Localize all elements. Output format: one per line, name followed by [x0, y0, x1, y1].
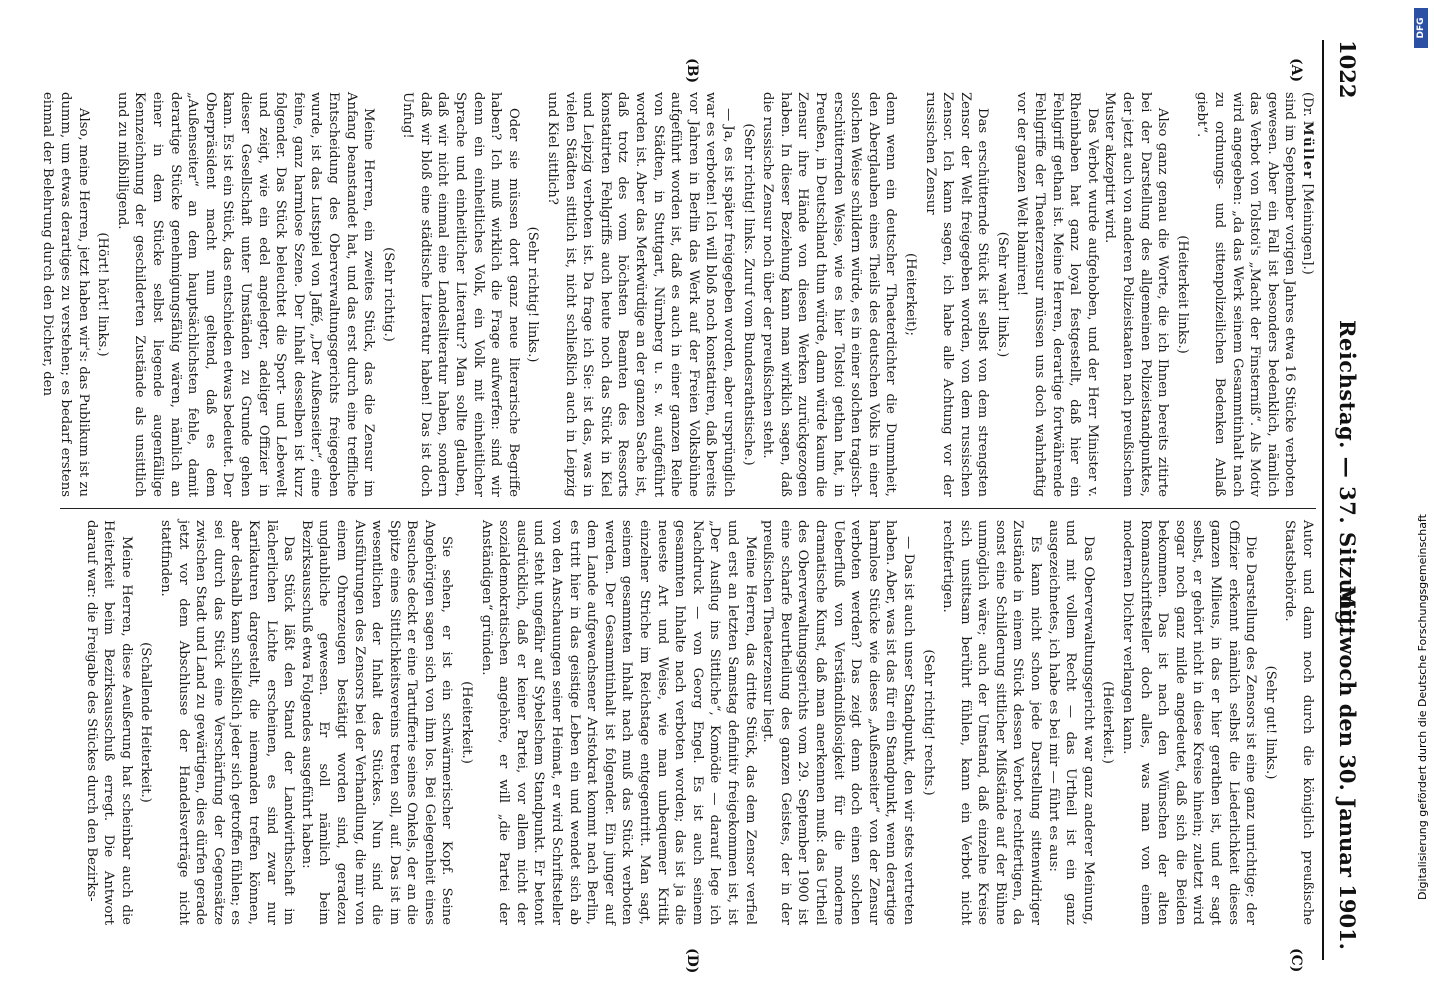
paragraph: — Ja, es ist später freigegeben worden, aber ursprünglich war es verboten! Ich will bloß noch konstatiren, daß bereits vor Jahren in Berlin das Werk auf der Freien Volksbühne aufgeführt worden ist, daß es auch in einer ganzen Reihe von Städten, in Stuttgart, Nürnberg u. s. w. aufgeführt worden ist. Aber das Merkwürdige an der ganzen Sache ist, daß trotz des vom höchsten Beamten des Ressorts konstatirten Fehlgriffs auch heute noch das Stück in Kiel und Leipzig verboten ist. Da frage ich Sie: ist das, was in vielen Städten sittlich ist, nicht schließlich auch in Leipzig und Kiel sittlich?	[545, 92, 736, 497]
interjection: (Heiterkeit.)	[459, 681, 475, 764]
marker-a: (A)	[1288, 58, 1304, 83]
paragraph: Meine Herren, ein zweites Stück, das die Zensur im Anfang beanstandet hat, und das erst durch eine treffliche Entscheidung des Oberverwaltungsgerichts freigegeben wurde, ist das Lustspiel von Jaffé, „Der Außenseiter“, eine feine, ganz harmlose Szene. Der Inhalt desselben ist kurz folgender. Das Stück beleuchtet die Sport- und Lebewelt und zeigt, wie ein edel angelegter, adeliger Offizier in dieser Gesellschaft unter Umständen zu Grunde gehen kann. Es ist ein Stück, das entschieden etwas bedeutet. Der Oberpräsident macht nun geltend, daß es dem „Außenseiter“ an dem hauptsächlichsten fehle, damit derartige Stücke genehmigungsfähig wären, nämlich an einer in dem Stücke selbst liegende augenfällige Kennzeichnung der geschilderten Zustände als unsittlich und zu mißbilligend.	[114, 92, 377, 497]
digitization-strip	[1412, 0, 1432, 1000]
page-number: 1022	[1335, 40, 1360, 99]
session-title: Reichstag. — 37. Sitzung.	[1335, 320, 1360, 634]
dfg-logo-text: DFG	[1416, 17, 1426, 39]
paragraph: Meine Herren, das dritte Stück, das dem Zensor verfiel und erst an letzten Samstag definitiv freigekommen ist, ist „Der Ausflug ins Sittliche“, Komödie — darauf lege ich Nachdruck — von Georg Engel. Es ist auch seinem gesammten Inhalte nach verboten worden; das ist ja die neueste Art und Weise, wie man unbequemer Kritik einzelner Striche im Reichstage entgegentritt. Man sagt, seinem gesammten Inhalt nach muß das Stück verboten werden. Der Gesammtinhalt ist folgender. Ein junger auf dem Lande aufgewachsener Aristokrat kommt nach Berlin, es tritt hier in das geistige Leben ein und wendet sich ab von den Anschauungen seiner Heimat, er wird Schriftsteller und steht ungefähr auf Sybelschem Standpunkt. Er betont ausdrücklich, daß er keiner Partei, vor allem nicht der sozialdemokratischen angehöre, er will „die Partei der Anständigen“ gründen.	[478, 520, 758, 925]
paragraph: Oder sie müssen dort ganz neue literarische Begriffe haben? Ich muß wirklich die Frage aufwerfen: sind wir denn ein einheitliches Volk, ein Volk mit einheitlicher Sprache und einheitlicher Literatur? Man sollte glauben, daß wir nicht einmal eine Landesliteratur haben, sondern daß wir bloß eine städtische Literatur haben! Das ist doch Unfug!	[400, 92, 521, 497]
header-rule	[1322, 40, 1324, 960]
paragraph: — Das ist auch unser Standpunkt, den wir stets vertreten haben. Aber, was ist das für ein Standpunkt, wenn derartige harmlose Stücke wie dieses „Außenseiter“ von der Zensur verboten werden? Das zeigt denn doch einen solchen Ueberfluß von Verständnißlosigkeit für die moderne dramatische Kunst, daß man anerkennen muß: das Urtheil des Oberverwaltungsgerichts vom 29. September 1900 ist eine scharfe Beurtheilung des ganzen Geistes, der in der preußischen Theaterzensur liegt.	[760, 520, 916, 925]
session-date: Mittwoch den 30. Januar 1901.	[1335, 585, 1360, 950]
quotation: Das Stück läßt den Stand der Landwirthschaft im lächerlichen Lichte erscheinen, es sind zwar nur Karikaturen dargestellt, die niemanden treffen können, aber deshalb kann schließlich jeder sich getroffen fühlen; es sei durch das Stück eine Verschärfung der Gegensätze zwischen Stadt und Land zu gewärtigen, dies dürfen gerade jetzt vor dem Abschlusse der Handelsverträge nicht stattfinden.	[158, 520, 297, 925]
marker-b: (B)	[684, 58, 700, 84]
paragraph: Die Darstellung des Zensors ist eine ganz unrichtige; der Offizier erkennt nämlich selbst die Liederlichkeit dieses ganzen Milieus, in das er hier gerathen ist, und er sagt selbst, er gehört nicht in diese Kreise hinein; zuletzt wird sogar noch ganz milde angedeutet, daß sich die Beiden bekommen. Das ist nach den Wünschen der alten Romanschriftsteller doch alles, was man von einem modernen Dichter verlangen kann.	[1120, 520, 1259, 925]
interjection: (Hört! hört! links.)	[95, 232, 111, 357]
column-divider	[60, 508, 1316, 509]
digitization-note: Digitalisierung gefördert durch die Deutsche Forschungsgemeinschaft	[1416, 514, 1429, 900]
left-column	[40, 92, 1316, 497]
speaker-name: Müller	[1300, 120, 1315, 180]
right-column	[60, 520, 1316, 925]
interjection: (Sehr richtig! rechts.)	[920, 649, 936, 796]
quotation: Es kann nicht schon jede Darstellung sittenwidriger Zustände in einem Stück dessen Verbot rechtfertigen, da sonst eine Schilderung sittlicher Mißstände auf der Bühne unmöglich wäre; auch der Umstand, daß einzelne Kreise sich unsittsam berührt fühlen, kann ein Verbot nicht rechtfertigen.	[940, 520, 1044, 925]
marker-c: (C)	[1288, 948, 1304, 973]
marker-d: (D)	[684, 948, 700, 974]
paragraph: denn wenn ein deutscher Theaterdichter die Dummheit, den Aberglauben eines Theils des deutschen Volks in einer solchen Weise schildern würde, es in einer solchen tragisch-erschütternden Weise, wie es hier Tolstoi gethan hat, in Preußen, in Deutschland thun würde, dann würde kaum die Zensur ihre Hände von diesen Werken zurückgezogen haben. In dieser Beziehung kann man wirklich sagen, daß die russische Zensur noch über der preußischen steht.	[760, 92, 899, 497]
interjection: (Sehr gut! links.)	[1262, 665, 1278, 780]
interjection: (Sehr wahr! links.)	[994, 231, 1010, 358]
paragraph: sind im September vorigen Jahres etwa 16 Stücke verboten gewesen. Aber ein Fall ist besonders bedenklich, nämlich das Verbot von Tolstoi's „Macht der Finsterniß“. Als Motiv wird angegeben: „da das Werk seinem Gesammtinhalt nach zu ordnungs- und sittenpolizeilichen Bedenken Anlaß giebt“.	[1194, 92, 1298, 497]
paragraph: Sie sehen, er ist ein schwärmerischer Kopf. Seine Angehörigen sagen sich von ihm los. Bei Gelegenheit eines Besuches deckt er eine Tartufferie seines Onkels, der an die Spitze eines Sittlichkeitsvereins treten soll, auf. Das ist im wesentlichen der Inhalt des Stückes. Nun sind die Ausführungen des Zensors bei der Verhandlung, die mir von einem Ohrenzeugen bestätigt worden sind, geradezu unglaubliche gewesen. Er soll nämlich beim Bezirksausschuß etwa Folgendes ausgeführt haben:	[298, 520, 455, 925]
interjection: (Heiterkeit);	[902, 253, 918, 336]
interjection: (Sehr richtig! links.)	[525, 226, 541, 363]
speaker-suffix: [Meiningen].)	[1300, 183, 1315, 275]
speaker-line	[1298, 92, 1316, 497]
interjection: (Heiterkeit links.)	[1174, 235, 1190, 354]
speaker-prefix: (Dr.	[1300, 92, 1315, 117]
interjection: (Sehr richtig! links. Zuruf vom Bundesrathstische.)	[740, 123, 756, 466]
paragraph: Das erschütternde Stück ist selbst von dem strengsten Zensor der Welt freigegeben worden, von dem russischen Zensor. Ich kann sagen, ich habe alle Achtung vor der russischen Zensur	[922, 92, 991, 497]
page-header	[1326, 40, 1366, 960]
paragraph: Meine Herren, diese Aeußerung hat scheinbar auch die Heiterkeit beim Bezirksausschuß erregt. Die Antwort darauf war: die Freigabe des Stückes durch den Bezirks-	[83, 520, 134, 925]
interjection: (Sehr richtig.)	[380, 247, 396, 342]
paragraph: Das Verbot wurde aufgehoben, und der Herr Minister v. Rheinbaben hat ganz loyal festgestellt, daß hier ein Fehlgriff gethan ist. Meine Herren, derartige fortwährende Fehlgriffe der Theaterzensur müssen uns doch wahrhaftig vor der ganzen Welt blamiren!	[1014, 92, 1100, 497]
paragraph: Autor und dann noch durch die königlich preußische Staatsbehörde.	[1282, 520, 1315, 925]
paragraph: Das Oberverwaltungsgericht war ganz anderer Meinung, und mit vollem Recht — das Urtheil ist ein ganz ausgezeichnetes, ich habe es bei mir — führt es aus:	[1045, 520, 1096, 925]
paragraph: Also, meine Herren, jetzt haben wir's: das Publikum ist zu dumm, um etwas derartiges zu verstehen; es bedarf erstens einmal der Belehrung durch den Dichter, den	[40, 92, 91, 497]
interjection: (Heiterkeit.)	[1100, 681, 1116, 764]
interjection: (Schallende Heiterkeit.)	[138, 642, 154, 803]
paragraph: Also ganz genau die Worte, die ich Ihnen bereits zitirte bei der Darstellung des allgemeinen Polizeistandpunktes, der jetzt auch von anderen Polizeistaaten nach preußischem Muster akzeptirt wird.	[1102, 92, 1171, 497]
